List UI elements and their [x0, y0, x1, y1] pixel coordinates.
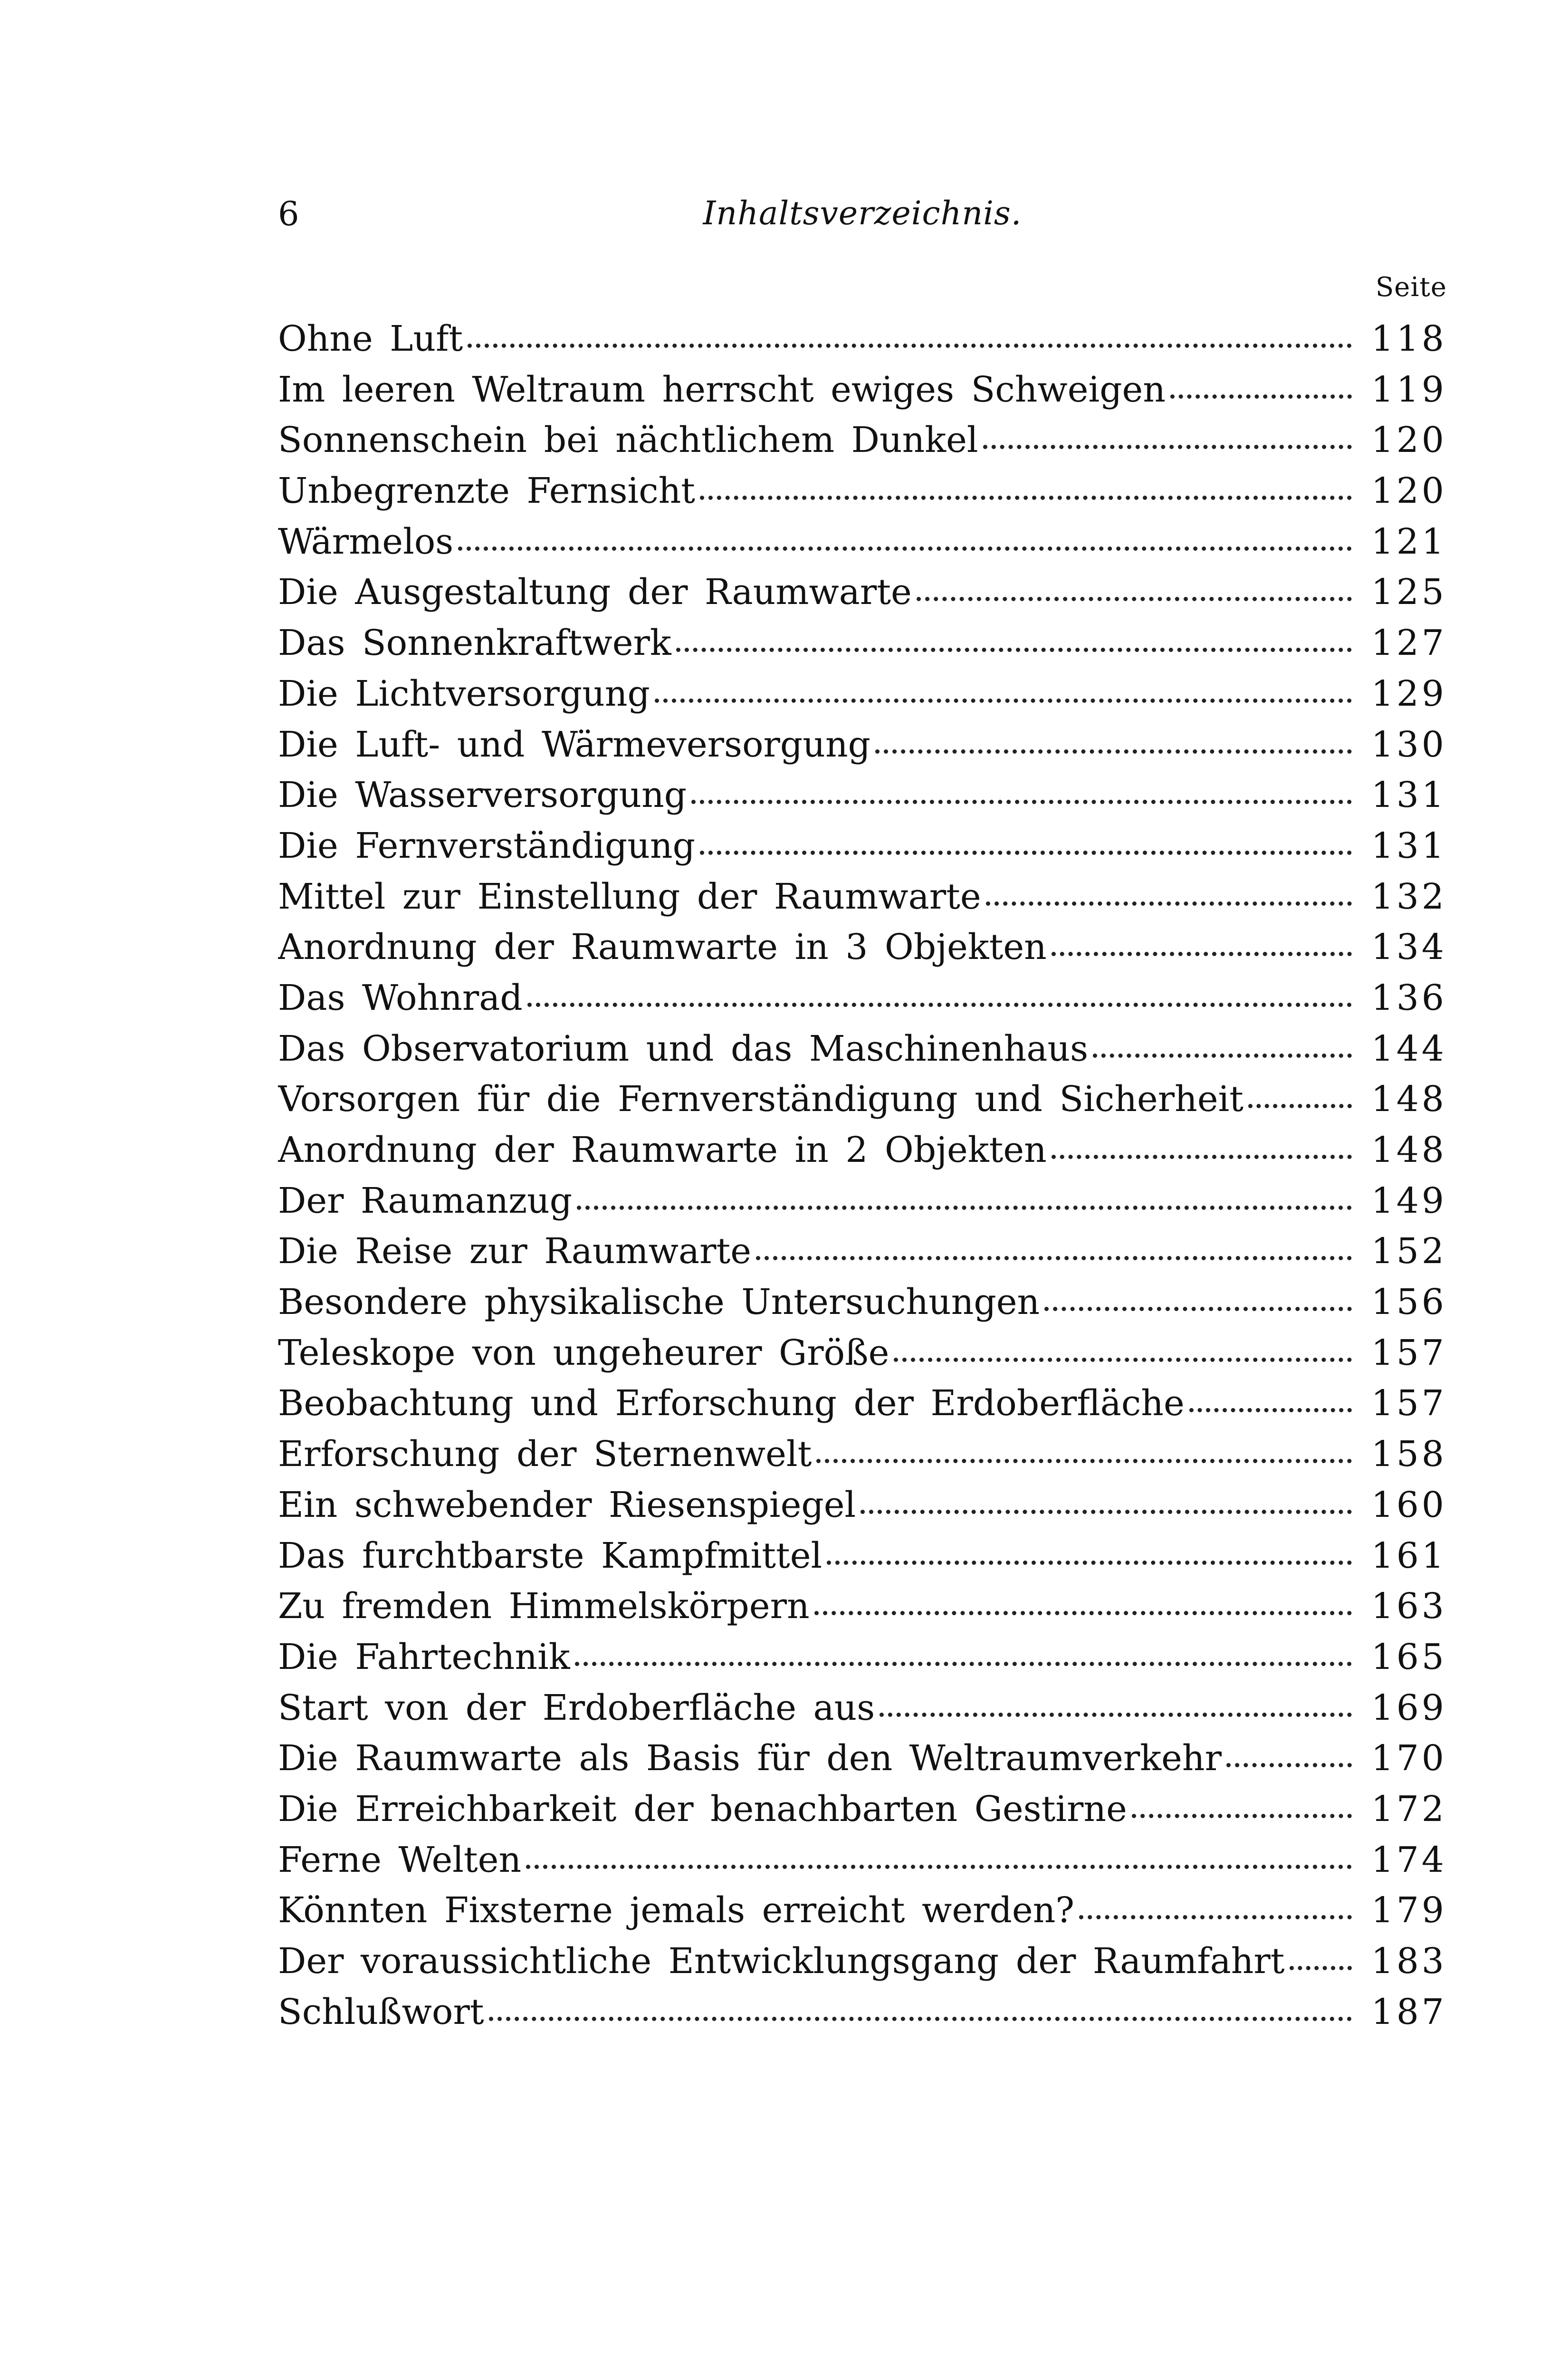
toc-entry: [278, 1885, 1447, 1936]
dot-leader: [894, 1358, 1352, 1362]
toc-entry-title: Unbegrenzte Fernsicht: [278, 470, 696, 512]
toc-entry-title: Könnten Fixsterne jemals erreicht werden?: [278, 1890, 1075, 1931]
toc-entry-title: Die Erreichbarkeit der benachbarten Gestirne: [278, 1788, 1127, 1830]
toc-entry: [278, 1480, 1447, 1531]
toc-entry-title: Schlußwort: [278, 1991, 484, 2032]
table-of-contents: [278, 314, 1447, 2037]
toc-entry-page: 156: [1371, 1282, 1447, 1323]
toc-entry-title: Der Raumanzug: [278, 1180, 573, 1221]
toc-entry: [278, 770, 1447, 821]
toc-entry-page: 120: [1371, 470, 1447, 512]
toc-entry-page: 148: [1371, 1079, 1447, 1120]
dot-leader: [1189, 1408, 1352, 1412]
dot-leader: [575, 1662, 1352, 1666]
toc-entry-page: 165: [1371, 1636, 1447, 1677]
page-column-label: Seite: [1375, 272, 1447, 303]
dot-leader: [1248, 1104, 1352, 1108]
dot-leader: [1170, 394, 1352, 399]
toc-entry: [278, 1835, 1447, 1886]
toc-entry: [278, 1429, 1447, 1480]
dot-leader: [917, 597, 1352, 601]
toc-entry-page: 174: [1371, 1839, 1447, 1880]
toc-entry-title: Ohne Luft: [278, 318, 463, 359]
dot-leader: [489, 2017, 1352, 2021]
toc-entry: [278, 719, 1447, 770]
dot-leader: [655, 699, 1352, 703]
toc-entry: [278, 973, 1447, 1024]
toc-entry-page: 130: [1371, 724, 1447, 765]
toc-entry: [278, 669, 1447, 719]
toc-entry-title: Ferne Welten: [278, 1839, 522, 1880]
toc-entry-title: Erforschung der Sternenwelt: [278, 1434, 812, 1475]
toc-entry-title: Die Wasserversorgung: [278, 775, 687, 816]
toc-entry: [278, 314, 1447, 364]
toc-entry-title: Die Ausgestaltung der Raumwarte: [278, 572, 912, 613]
toc-entry: [278, 1632, 1447, 1683]
dot-leader: [676, 648, 1352, 652]
dot-leader: [827, 1561, 1352, 1565]
toc-entry: [278, 618, 1447, 669]
dot-leader: [1052, 952, 1352, 956]
toc-entry-title: Wärmelos: [278, 521, 454, 562]
toc-entry-page: 187: [1371, 1991, 1447, 2032]
page-header: [278, 188, 1447, 240]
dot-leader: [691, 800, 1352, 804]
toc-entry: [278, 1784, 1447, 1835]
toc-entry-page: 179: [1371, 1890, 1447, 1931]
toc-entry-title: Anordnung der Raumwarte in 2 Objekten: [278, 1130, 1047, 1170]
toc-entry-title: Vorsorgen für die Fernverständigung und Sicherheit: [278, 1079, 1244, 1120]
dot-leader: [814, 1611, 1352, 1615]
toc-entry: [278, 1531, 1447, 1581]
toc-entry-title: Zu fremden Himmelskörpern: [278, 1586, 810, 1627]
dot-leader: [526, 1865, 1352, 1869]
running-title: Inhaltsverzeichnis.: [703, 195, 1022, 232]
dot-leader: [986, 901, 1352, 906]
toc-entry-title: Die Fernverständigung: [278, 825, 695, 866]
toc-entry-title: Ein schwebender Riesenspiegel: [278, 1484, 856, 1525]
toc-entry-page: 120: [1371, 420, 1447, 461]
toc-entry: [278, 872, 1447, 922]
dot-leader: [1093, 1054, 1352, 1058]
toc-entry-page: 148: [1371, 1130, 1447, 1170]
toc-entry: [278, 821, 1447, 872]
toc-entry: [278, 1176, 1447, 1226]
toc-entry-page: 132: [1371, 876, 1447, 917]
toc-entry-page: 157: [1371, 1332, 1447, 1373]
toc-entry-page: 161: [1371, 1535, 1447, 1576]
page-number: 6: [278, 194, 299, 233]
toc-entry-title: Das Wohnrad: [278, 977, 523, 1018]
toc-entry: [278, 567, 1447, 618]
dot-leader: [458, 546, 1352, 551]
toc-entry-title: Teleskope von ungeheurer Größe: [278, 1332, 889, 1373]
toc-entry-page: 119: [1371, 369, 1447, 410]
dot-leader: [816, 1459, 1352, 1463]
toc-entry-page: 170: [1371, 1738, 1447, 1779]
dot-leader: [1052, 1155, 1352, 1159]
toc-entry: [278, 1936, 1447, 1987]
toc-entry-page: 160: [1371, 1484, 1447, 1525]
dot-leader: [700, 496, 1352, 500]
toc-entry-page: 144: [1371, 1028, 1447, 1069]
toc-entry: [278, 415, 1447, 466]
dot-leader: [1290, 1966, 1352, 1970]
toc-entry-page: 134: [1371, 927, 1447, 968]
toc-entry-page: 125: [1371, 572, 1447, 613]
toc-entry-title: Die Raumwarte als Basis für den Weltraumverkehr: [278, 1738, 1222, 1779]
toc-entry-page: 158: [1371, 1434, 1447, 1475]
toc-entry: [278, 1733, 1447, 1784]
dot-leader: [1226, 1763, 1352, 1767]
toc-entry: [278, 364, 1447, 415]
toc-entry-title: Das Observatorium und das Maschinenhaus: [278, 1028, 1089, 1069]
toc-entry-page: 152: [1371, 1231, 1447, 1272]
toc-entry-title: Die Luft- und Wärmeversorgung: [278, 724, 870, 765]
toc-entry-page: 172: [1371, 1788, 1447, 1830]
dot-leader: [1079, 1915, 1352, 1919]
toc-entry: [278, 1581, 1447, 1632]
dot-leader: [875, 749, 1352, 754]
toc-entry-title: Beobachtung und Erforschung der Erdoberfläche: [278, 1383, 1185, 1424]
toc-entry-title: Mittel zur Einstellung der Raumwarte: [278, 876, 981, 917]
toc-entry: [278, 517, 1447, 567]
toc-entry: [278, 1987, 1447, 2038]
toc-entry-title: Anordnung der Raumwarte in 3 Objekten: [278, 927, 1047, 968]
toc-entry-title: Der voraussichtliche Entwicklungsgang der Raumfahrt: [278, 1941, 1285, 1982]
toc-entry-page: 121: [1371, 521, 1447, 562]
toc-entry-title: Sonnenschein bei nächtlichem Dunkel: [278, 420, 978, 461]
toc-entry-page: 131: [1371, 775, 1447, 816]
toc-entry-page: 183: [1371, 1941, 1447, 1982]
toc-entry-title: Besondere physikalische Untersuchungen: [278, 1282, 1040, 1323]
toc-entry: [278, 922, 1447, 973]
toc-entry-title: Das Sonnenkraftwerk: [278, 623, 671, 664]
toc-entry-page: 136: [1371, 977, 1447, 1018]
toc-entry: [278, 1328, 1447, 1379]
dot-leader: [700, 851, 1352, 855]
toc-entry: [278, 1378, 1447, 1429]
dot-leader: [756, 1256, 1352, 1260]
dot-leader: [860, 1510, 1352, 1514]
toc-entry: [278, 1024, 1447, 1074]
toc-entry-page: 127: [1371, 623, 1447, 664]
toc-entry-page: 163: [1371, 1586, 1447, 1627]
toc-entry: [278, 466, 1447, 517]
toc-entry-page: 169: [1371, 1687, 1447, 1728]
toc-entry: [278, 1074, 1447, 1125]
dot-leader: [527, 1003, 1352, 1007]
toc-entry-title: Im leeren Weltraum herrscht ewiges Schweigen: [278, 369, 1166, 410]
toc-entry: [278, 1683, 1447, 1734]
toc-entry-page: 157: [1371, 1383, 1447, 1424]
toc-entry-title: Die Reise zur Raumwarte: [278, 1231, 752, 1272]
toc-entry: [278, 1277, 1447, 1328]
dot-leader: [468, 344, 1352, 348]
dot-leader: [880, 1713, 1352, 1717]
toc-entry-title: Start von der Erdoberfläche aus: [278, 1687, 875, 1728]
toc-entry-page: 149: [1371, 1180, 1447, 1221]
dot-leader: [1132, 1814, 1352, 1818]
toc-entry: [278, 1125, 1447, 1176]
toc-entry-title: Die Fahrtechnik: [278, 1636, 570, 1677]
toc-entry-title: Das furchtbarste Kampfmittel: [278, 1535, 822, 1576]
dot-leader: [577, 1206, 1352, 1210]
dot-leader: [983, 445, 1352, 449]
toc-entry-page: 118: [1371, 318, 1447, 359]
toc-entry-page: 131: [1371, 825, 1447, 866]
toc-entry: [278, 1226, 1447, 1277]
toc-entry-page: 129: [1371, 673, 1447, 714]
toc-entry-title: Die Lichtversorgung: [278, 673, 650, 714]
dot-leader: [1044, 1307, 1352, 1311]
